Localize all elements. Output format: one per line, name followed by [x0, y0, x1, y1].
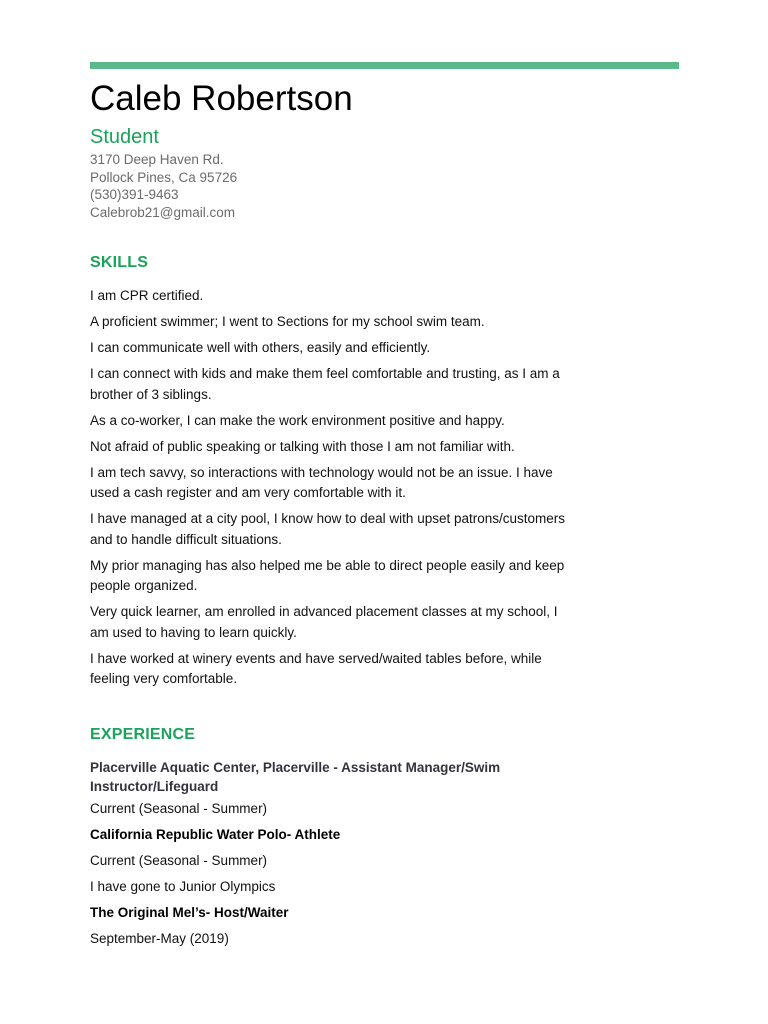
skill-item: I am tech savvy, so interactions with technology would not be an issue. I have used a cash register and am very comfortable with it. — [90, 464, 553, 500]
skill-item: As a co-worker, I can make the work environment positive and happy. — [90, 412, 505, 428]
job-dates: Current (Seasonal - Summer) — [90, 801, 268, 816]
skill-item: Not afraid of public speaking or talking with those I am not familiar with. — [90, 438, 515, 454]
address-line-1: 3170 Deep Haven Rd. — [90, 152, 224, 167]
candidate-role: Student — [90, 126, 159, 148]
job-dates: Current (Seasonal - Summer) — [90, 853, 268, 868]
skill-item: I can connect with kids and make them feel comfortable and trusting, as I am a brother of 3 siblings. — [90, 366, 560, 402]
experience-list — [90, 759, 570, 955]
address-line-2: Pollock Pines, Ca 95726 — [90, 169, 238, 185]
job-title: Placerville Aquatic Center, Placerville - Assistant Manager/Swim Instructor/Lifeguard — [90, 760, 501, 794]
phone-number: (530)391-9463 — [90, 187, 179, 203]
email-address: Calebrob21@gmail.com — [90, 205, 236, 221]
job-title: The Original Mel’s- Host/Waiter — [90, 905, 289, 920]
skills-heading: SKILLS — [90, 254, 149, 271]
job-title: California Republic Water Polo- Athlete — [90, 827, 341, 842]
skill-item: My prior managing has also helped me be able to direct people easily and keep people organized. — [90, 557, 565, 593]
skill-item: I am CPR certified. — [90, 288, 204, 303]
skill-item: I have worked at winery events and have served/waited tables before, while feeling very comfortable. — [90, 650, 542, 686]
experience-heading: EXPERIENCE — [90, 726, 196, 743]
candidate-name: Caleb Robertson — [90, 79, 353, 118]
skill-item: A proficient swimmer; I went to Sections for my school swim team. — [90, 314, 485, 329]
skill-item: I have managed at a city pool, I know how to deal with upset patrons/customers and to handle difficult situations. — [90, 511, 566, 547]
skills-list — [90, 286, 570, 695]
job-dates: September-May (2019) — [90, 931, 229, 946]
accent-bar — [90, 62, 679, 69]
skill-item: I can communicate well with others, easily and efficiently. — [90, 340, 431, 355]
skill-item: Very quick learner, am enrolled in advanced placement classes at my school, I am used to having to learn quickly. — [90, 604, 558, 640]
contact-block — [90, 151, 237, 222]
job-note: I have gone to Junior Olympics — [90, 879, 276, 894]
